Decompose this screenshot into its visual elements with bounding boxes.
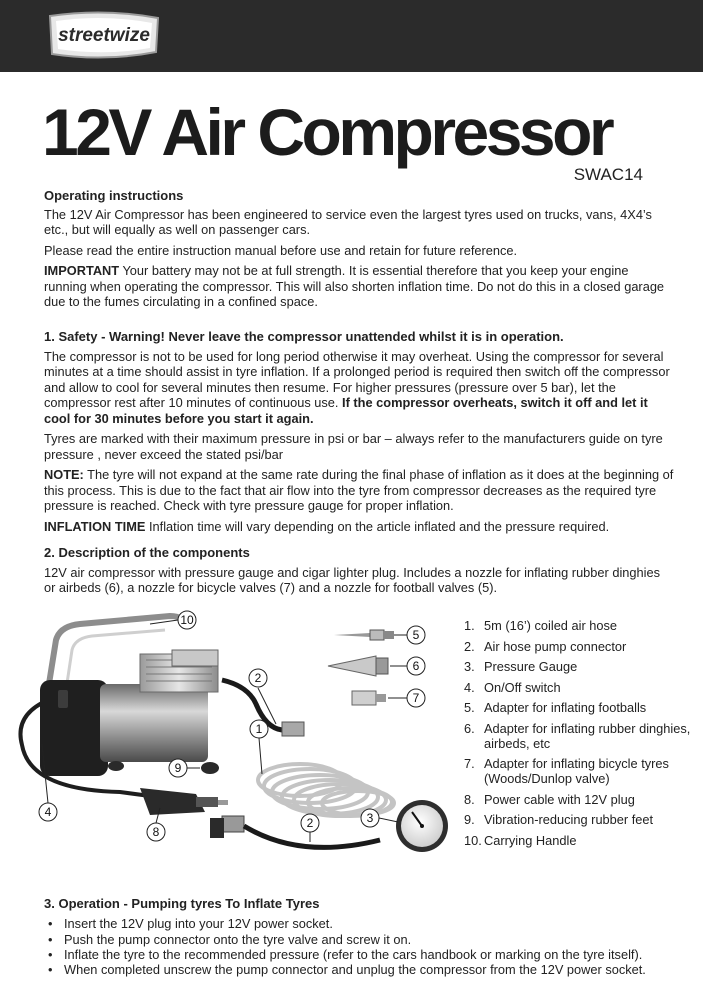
components-heading: 2. Description of the components: [44, 545, 250, 560]
intro-paragraph-2: Please read the entire instruction manual before use and retain for future reference.: [44, 242, 518, 258]
list-item: [464, 833, 694, 848]
important-label: IMPORTANT: [44, 263, 120, 278]
part-number: 2.: [464, 638, 475, 654]
part-number: 3.: [464, 659, 475, 674]
dinghy-adapter: [328, 656, 388, 676]
safety-text: The compressor is not to be used for long period otherwise it may overheat. Using the compressor for several minutes at a time should assist in tyre inflation. If a prolonged period is required then switch off the compressor and allow to cool for several minutes then resume. For higher pressures (pressure over 5 bar), let the compressor rest after 10 minutes of continuous use.: [44, 348, 670, 410]
important-paragraph: [44, 263, 674, 310]
list-item: [464, 618, 694, 633]
part-label: Carrying Handle: [484, 832, 577, 848]
note-paragraph: [44, 467, 674, 514]
part-label: Adapter for inflating bicycle tyres (Woods/Dunlop valve): [484, 756, 669, 786]
note-label: NOTE:: [44, 467, 84, 482]
bicycle-adapter: [352, 691, 386, 705]
part-number: 9.: [464, 812, 475, 827]
step-text: When completed unscrew the pump connector and unplug the compressor from the 12V power socket.: [64, 962, 646, 978]
part-label: On/Off switch: [484, 679, 561, 695]
operation-section: [44, 896, 684, 977]
safety-paragraph: [44, 349, 674, 427]
list-item: [44, 962, 684, 977]
part-number: 7.: [464, 756, 475, 771]
note-text: The tyre will not expand at the same rate during the final phase of inflation as it does at the beginning of this process. This is due to the fact that air flow into the tyre from compressor decreases as the required tyre pressure is reached. Check with tyre pressure gauge for proper inflation.: [44, 467, 674, 513]
part-label: Adapter for inflating rubber dinghies, airbeds, etc: [484, 720, 691, 751]
part-label: Power cable with 12V plug: [484, 791, 635, 807]
list-item: [464, 792, 694, 807]
tyre-pressure-paragraph: Tyres are marked with their maximum pressure in psi or bar – always refer to the manufacturers guide on tyre pressure , never exceed the stated psi/bar: [44, 431, 663, 462]
model-number: SWAC14: [573, 165, 643, 184]
football-adapter: [334, 630, 394, 640]
rubber-foot: [201, 762, 219, 774]
list-item: [464, 756, 694, 786]
list-item: [44, 916, 684, 931]
intro-section: [44, 188, 674, 310]
bullet: •: [48, 931, 53, 947]
list-item: [464, 700, 694, 715]
part-label: 5m (16’) coiled air hose: [484, 618, 618, 633]
callout-7: 7: [412, 691, 420, 705]
motor-body: [100, 684, 208, 762]
part-label: Air hose pump connector: [484, 638, 627, 654]
hose-connector: [210, 816, 380, 847]
streetwize-logo: [44, 6, 164, 64]
callout-1: 1: [255, 722, 263, 736]
list-item: [464, 659, 694, 674]
coiled-air-hose: [258, 764, 394, 816]
list-item: [464, 721, 694, 751]
list-item: [464, 812, 694, 827]
list-item: [464, 639, 694, 654]
inflation-label: INFLATION TIME: [44, 518, 146, 534]
compressor-illustration: [0, 600, 460, 865]
safety-section: [44, 329, 674, 534]
part-number: 5.: [464, 700, 475, 715]
part-number: 10.: [464, 832, 482, 848]
part-number: 8.: [464, 791, 475, 807]
callout-2-pump: 2: [254, 671, 262, 685]
part-number: 6.: [464, 720, 475, 736]
components-section: [44, 545, 674, 596]
callout-2-hose: 2: [306, 816, 314, 830]
bullet: •: [48, 962, 53, 978]
callout-3: 3: [366, 811, 374, 825]
page-title: 12V Air Compressor: [42, 95, 612, 169]
callout-10: 10: [180, 613, 194, 627]
step-text: Push the pump connector onto the tyre valve and screw it on.: [64, 931, 412, 947]
intro-paragraph-1: The 12V Air Compressor has been engineered to service even the largest tyres used on trucks, vans, 4X4’s etc., but will equally as well on passenger cars.: [44, 206, 652, 237]
header-bar: [0, 0, 703, 72]
safety-overheat-warning: If the compressor overheats, switch it off and let it cool for 30 minutes before you start it again.: [44, 395, 648, 426]
inflation-paragraph: [44, 519, 674, 535]
motor-end-cap: [40, 680, 108, 776]
logo-text: streetwize: [58, 25, 150, 46]
part-label: Adapter for inflating footballs: [484, 700, 647, 715]
bullet: •: [48, 916, 53, 932]
important-text: Your battery may not be at full strength. It is essential therefore that you keep your engine running when operating the compressor. This will also shorten inflation time. Do not do this in a closed garage due to the fumes circulating in a confined space.: [44, 263, 665, 309]
step-text: Inflate the tyre to the recommended pressure (refer to the cars handbook or marking on the tyre itself).: [64, 946, 643, 962]
callout-9: 9: [174, 761, 182, 775]
compressor-head: [140, 650, 218, 692]
callout-6: 6: [412, 659, 420, 673]
bullet: •: [48, 946, 53, 962]
part-label: Pressure Gauge: [484, 659, 578, 674]
operation-heading: 3. Operation - Pumping tyres To Inflate Tyres: [44, 896, 320, 911]
components-paragraph: 12V air compressor with pressure gauge and cigar lighter plug. Includes a nozzle for inflating rubber dinghies or airbeds (6), a nozzle for bicycle valves (7) and a nozzle for football valves (5).: [44, 564, 661, 595]
safety-heading: 1. Safety - Warning! Never leave the compressor unattended whilst it is in operation.: [44, 329, 564, 344]
part-number: 1.: [464, 618, 475, 633]
step-text: Insert the 12V plug into your 12V power socket.: [64, 916, 333, 932]
callout-4: 4: [44, 805, 52, 819]
pump-hose: [222, 680, 282, 730]
inflation-text: Inflation time will vary depending on the article inflated and the pressure required.: [145, 518, 610, 534]
list-item: [44, 932, 684, 947]
list-item: [464, 680, 694, 695]
intro-heading: Operating instructions: [44, 188, 184, 203]
part-number: 4.: [464, 679, 475, 695]
pressure-gauge: [396, 800, 448, 852]
part-label: Vibration-reducing rubber feet: [484, 812, 654, 827]
callout-8: 8: [152, 825, 160, 839]
list-item: [44, 947, 684, 962]
callout-5: 5: [412, 628, 420, 642]
parts-list: [464, 618, 694, 853]
